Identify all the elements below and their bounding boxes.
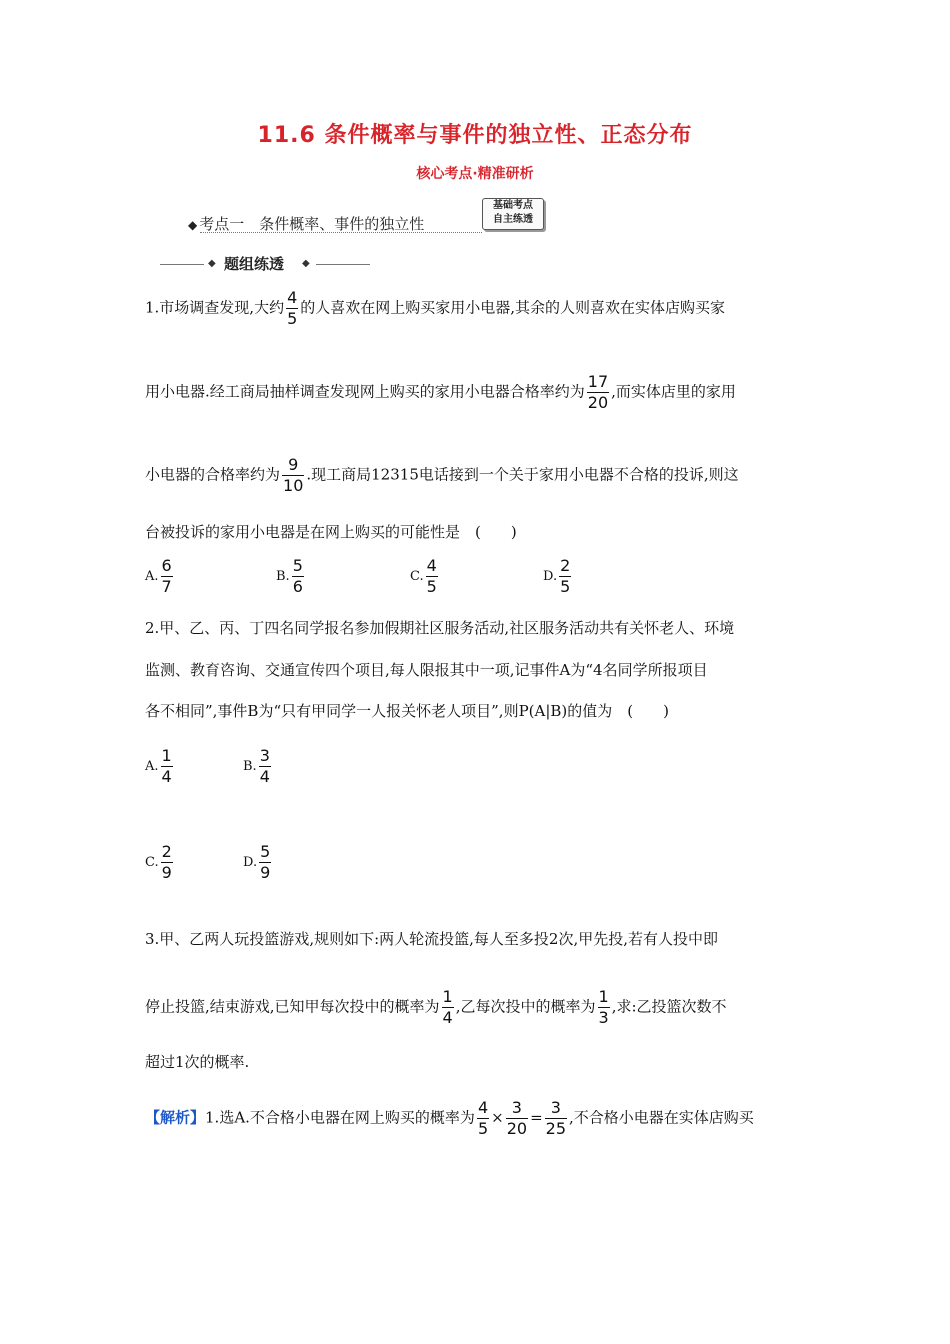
denominator: 4 (259, 767, 270, 786)
denominator: 20 (587, 393, 609, 412)
q1-option-c[interactable] (410, 556, 440, 597)
fraction (477, 1098, 489, 1139)
numerator: 5 (292, 556, 303, 575)
q1-text: 的人喜欢在网上购买家用小电器,其余的人则喜欢在实体店购买家 (300, 298, 726, 317)
q1-option-d[interactable] (543, 556, 573, 597)
numerator: 3 (511, 1098, 522, 1117)
option-label: D. (543, 569, 558, 584)
q1-text: 1.市场调查发现,大约 (145, 298, 285, 317)
numerator: 17 (587, 372, 609, 391)
jiexi-text: 1.选A.不合格小电器在网上购买的概率为 (205, 1108, 475, 1127)
fraction (286, 288, 298, 329)
option-label: B. (276, 569, 290, 584)
q3-text: 停止投篮,结束游戏,已知甲每次投中的概率为 (145, 997, 440, 1016)
q1-option-a[interactable] (145, 556, 175, 597)
numerator: 1 (161, 746, 172, 765)
denominator: 3 (598, 1008, 609, 1027)
numerator: 9 (288, 455, 299, 474)
denominator: 9 (161, 863, 172, 882)
section-subtitle: 核心考点·精准研析 (416, 166, 534, 182)
q3-line-3: 超过1次的概率. (145, 1053, 250, 1071)
q1-text: ,而实体店里的家用 (611, 382, 736, 401)
q1-text: 小电器的合格率约为 (145, 465, 281, 484)
option-label: C. (410, 569, 424, 584)
page-title: 11.6 条件概率与事件的独立性、正态分布 (257, 123, 693, 148)
q1-text: 用小电器.经工商局抽样调查发现网上购买的家用小电器合格率约为 (145, 382, 585, 401)
q2-line-2: 监测、教育咨询、交通宣传四个项目,每人限报其中一项,记事件A为“4名同学所报项目 (145, 661, 708, 679)
numerator: 1 (598, 987, 609, 1006)
q1-line-2 (145, 372, 736, 413)
badge-line-1: 基础考点 (493, 200, 533, 211)
q1-option-b[interactable] (276, 556, 306, 597)
fraction (292, 556, 304, 597)
diamond-ornament-icon: ◆ (208, 258, 216, 269)
jiexi-line-1 (145, 1098, 754, 1139)
denominator: 6 (292, 577, 303, 596)
q1-line-1 (145, 288, 725, 329)
numerator: 5 (260, 842, 271, 861)
fraction (282, 455, 304, 496)
option-label: A. (145, 569, 159, 584)
fraction (259, 842, 271, 883)
fraction (506, 1098, 528, 1139)
q2-option-a[interactable] (145, 746, 175, 787)
denominator: 10 (283, 476, 304, 495)
group-heading (160, 253, 370, 277)
badge-box (482, 198, 544, 230)
group-title: 题组练透 (224, 255, 285, 273)
kaodian-underline (200, 232, 482, 233)
kaodian-heading (188, 213, 424, 234)
q2-line-3: 各不相同”,事件B为“只有甲同学一人报关怀老人项目”,则P(A|B)的值为 ( ) (145, 702, 669, 720)
fraction (161, 842, 173, 883)
q3-text: ,求:乙投篮次数不 (611, 997, 727, 1016)
fraction (587, 372, 609, 413)
denominator: 4 (442, 1008, 453, 1027)
numerator: 2 (161, 842, 172, 861)
fraction (426, 556, 438, 597)
fraction (259, 746, 271, 787)
q2-option-d[interactable] (243, 842, 273, 883)
kaodian-text: 考点一 条件概率、事件的独立性 (199, 215, 425, 233)
fraction (559, 556, 571, 597)
divider-right (316, 264, 370, 265)
q2-option-b[interactable] (243, 746, 273, 787)
denominator: 5 (560, 577, 571, 596)
numerator: 2 (560, 556, 571, 575)
denominator: 5 (477, 1119, 489, 1138)
numerator: 3 (550, 1098, 561, 1117)
equals-sign: = (530, 1108, 543, 1127)
q2-option-c[interactable] (145, 842, 175, 883)
q3-line-2 (145, 987, 727, 1028)
denominator: 20 (506, 1119, 528, 1138)
numerator: 4 (426, 556, 437, 575)
q2-line-1: 2.甲、乙、丙、丁四名同学报名参加假期社区服务活动,社区服务活动共有关怀老人、环境 (145, 619, 735, 637)
numerator: 4 (287, 288, 298, 307)
denominator: 5 (426, 577, 437, 596)
option-label: A. (145, 759, 159, 774)
fraction (442, 987, 454, 1028)
q1-line-3 (145, 455, 739, 496)
denominator: 25 (545, 1119, 566, 1138)
numerator: 4 (477, 1098, 489, 1117)
denominator: 9 (260, 863, 271, 882)
q1-text: .现工商局12315电话接到一个关于家用小电器不合格的投诉,则这 (306, 465, 739, 484)
divider-left (160, 264, 204, 265)
fraction (545, 1098, 567, 1139)
diamond-ornament-icon: ◆ (302, 258, 310, 269)
q3-line-1: 3.甲、乙两人玩投篮游戏,规则如下:两人轮流投篮,每人至多投2次,甲先投,若有人投中即 (145, 930, 718, 948)
denominator: 4 (161, 767, 172, 786)
jiexi-text: ,不合格小电器在实体店购买 (569, 1108, 754, 1127)
denominator: 7 (161, 577, 172, 596)
option-label: B. (243, 759, 257, 774)
option-label: C. (145, 855, 159, 870)
q3-text: ,乙每次投中的概率为 (455, 997, 596, 1016)
diamond-icon: ◆ (188, 218, 198, 232)
fraction (598, 987, 610, 1028)
option-label: D. (243, 855, 258, 870)
q1-line-4: 台被投诉的家用小电器是在网上购买的可能性是 ( ) (145, 523, 517, 541)
numerator: 3 (259, 746, 270, 765)
fraction (161, 556, 173, 597)
jiexi-tag: 【解析】 (145, 1108, 206, 1127)
numerator: 1 (442, 987, 453, 1006)
denominator: 5 (287, 309, 298, 328)
times-sign: × (491, 1108, 504, 1127)
numerator: 6 (161, 556, 172, 575)
badge-line-2: 自主练透 (493, 214, 533, 225)
fraction (161, 746, 173, 787)
